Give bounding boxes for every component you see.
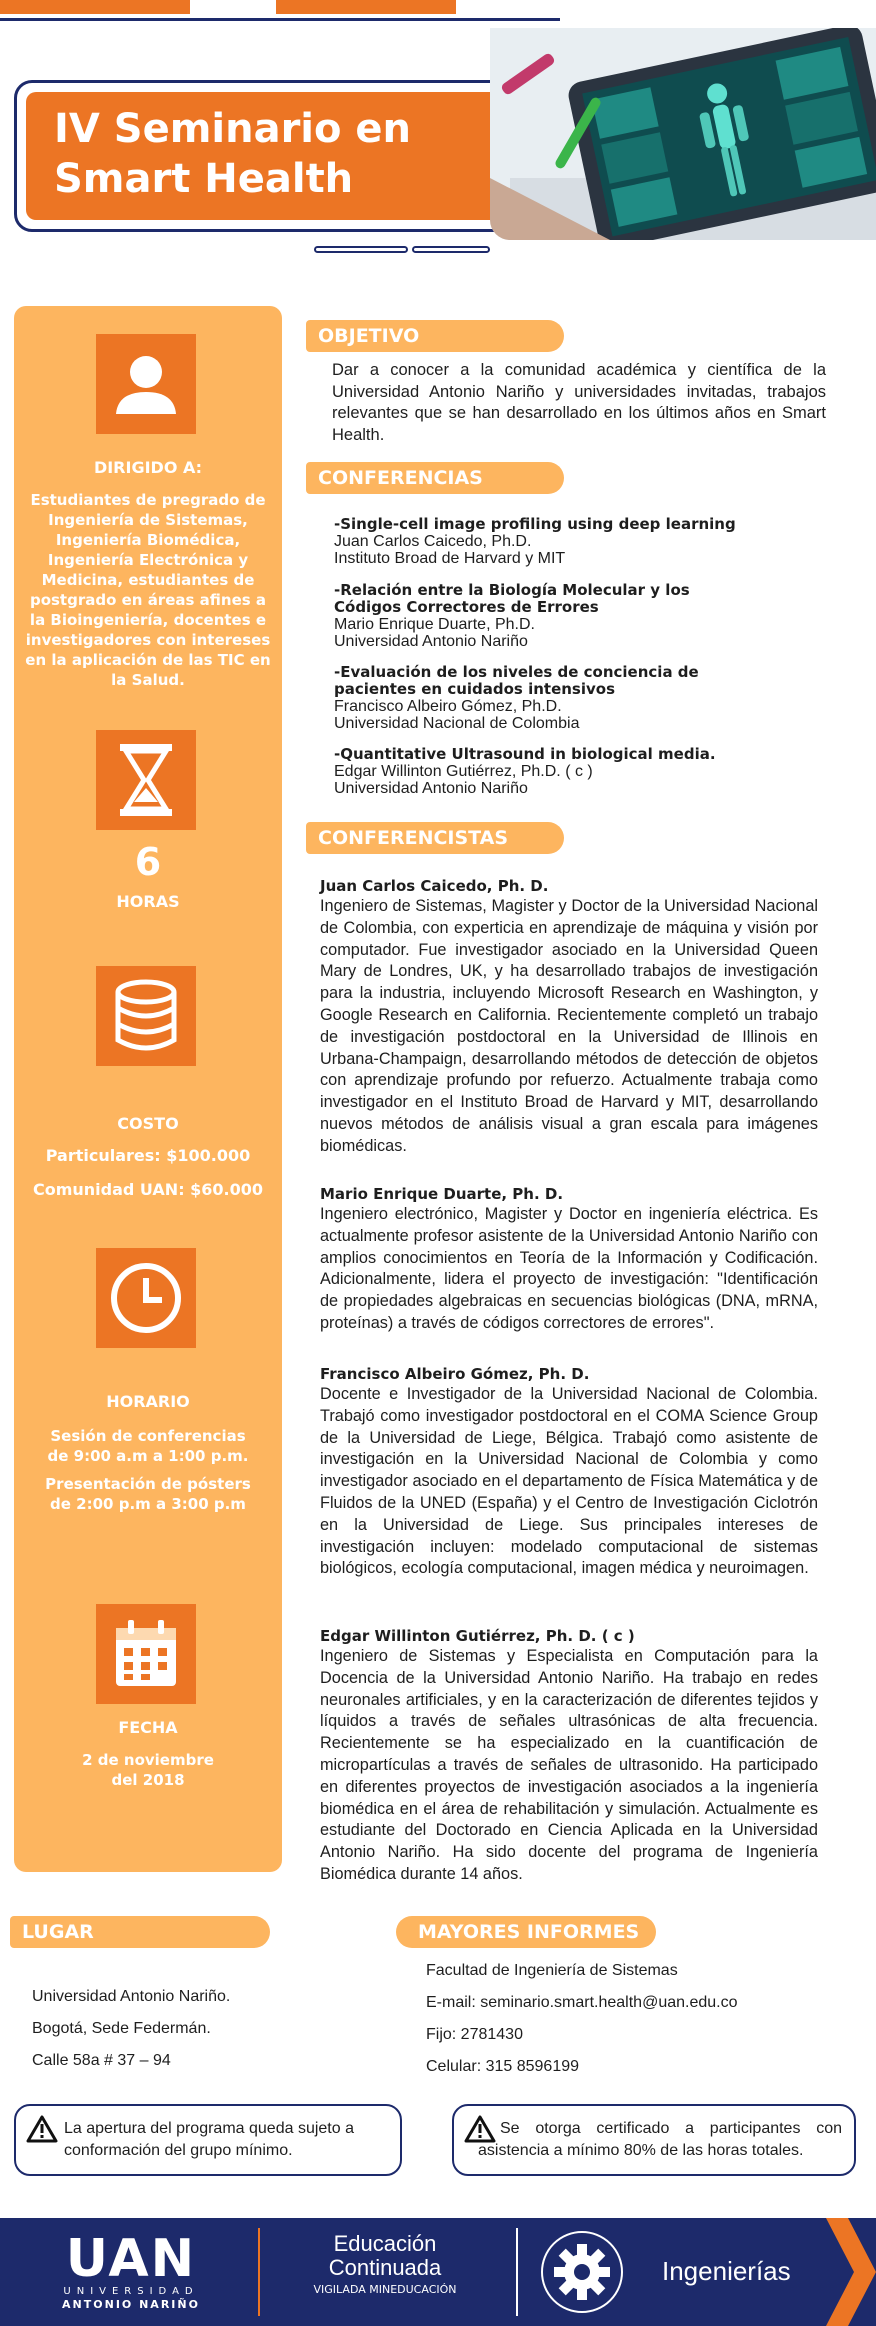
conferencias-heading: CONFERENCIAS xyxy=(306,462,564,494)
objetivo-heading: OBJETIVO xyxy=(306,320,564,352)
gear-icon xyxy=(536,2228,628,2316)
notice-certificate xyxy=(452,2104,856,2176)
hourglass-icon xyxy=(96,730,196,830)
dirigido-heading: DIRIGIDO A: xyxy=(93,458,203,477)
conference-item xyxy=(334,516,754,567)
top-bar-left xyxy=(0,0,190,14)
footer-divider-2 xyxy=(516,2228,518,2316)
title-line-1: IV Seminario en xyxy=(54,106,412,152)
date-value: 2 de noviembre del 2018 xyxy=(82,1751,214,1789)
conference-speaker: Juan Carlos Caicedo, Ph.D. xyxy=(334,533,532,550)
notice-minimum-group xyxy=(14,2104,402,2176)
schedule-conferences: Sesión de conferencias de 9:00 a.m a 1:00 p.m. xyxy=(47,1427,249,1465)
notice-right-text: Se otorga certificado a participantes con asistencia a mínimo 80% de las horas totales. xyxy=(478,2120,842,2159)
speaker-bio xyxy=(320,1364,818,1580)
date-heading: FECHA xyxy=(118,1718,178,1737)
edu-line-1: Educación xyxy=(333,2231,437,2256)
faculty-label: Ingenierías xyxy=(662,2256,791,2286)
conference-item xyxy=(334,746,754,797)
cost-heading: COSTO xyxy=(117,1114,179,1133)
uan-logo-name: ANTONIO NARIÑO xyxy=(62,2298,200,2311)
conference-institution: Universidad Antonio Nariño xyxy=(334,633,528,650)
cost-comunidad: Comunidad UAN: $60.000 xyxy=(32,1180,264,1199)
conferencistas-heading: CONFERENCISTAS xyxy=(306,822,564,854)
informes-phone: Fijo: 2781430 xyxy=(426,2026,523,2043)
conference-item xyxy=(334,664,754,732)
objetivo-text: Dar a conocer a la comunidad académica y científica de la Universidad Antonio Nariño y universidades invitadas, trabajos relevantes que se han desarrollado en los últimos años en Smart Health. xyxy=(332,361,826,444)
user-icon xyxy=(96,334,196,434)
schedule-heading: HORARIO xyxy=(106,1392,190,1411)
speaker-text: Ingeniero de Sistemas y Especialista en Computación para la Docencia de la Universidad Antonio Nariño. Ha trabajo en redes neuronales artificiales, y en la caracterización de diferentes tejidos y líquidos a través de señales ultrasónicas de alta frecuencia. Recientemente se ha especializado en la cuantificación de micropartículas a través de señales de ultrasonido. Ha participado en diferentes proyectos de investigación asociados a la ingeniería biomédica en el área de rehabilitación y simulación. Actualmente es estudiante del Doctorado en Ciencia Aplicada en la Universidad Antonio Nariño. Ha sido docente del programa de Ingeniería Biomédica durante 14 años. xyxy=(320,1647,818,1883)
dirigido-text: Estudiantes de pregrado de Ingeniería de Sistemas, Ingeniería Biomédica, Ingeniería Electrónica y Medicina, estudiantes de postgrado en áreas afines a la Bioingeniería, docentes e investigadores con intereses en la aplicación de las TIC en la Salud. xyxy=(25,491,271,689)
header-photo xyxy=(490,28,876,240)
conference-institution: Universidad Nacional de Colombia xyxy=(334,715,580,732)
deco-line-2 xyxy=(412,246,490,253)
uan-logo-sub: UNIVERSIDAD xyxy=(63,2286,199,2297)
clock-icon xyxy=(96,1248,196,1348)
lugar-line-3: Calle 58a # 37 – 94 xyxy=(32,2052,171,2069)
conference-speaker: Francisco Albeiro Gómez, Ph.D. xyxy=(334,698,562,715)
informes-mobile: Celular: 315 8596199 xyxy=(426,2058,580,2075)
lugar-line-1: Universidad Antonio Nariño. xyxy=(32,1988,231,2005)
conference-title: -Relación entre la Biología Molecular y los Códigos Correctores de Errores xyxy=(334,581,690,616)
speaker-name: Edgar Willinton Gutiérrez, Ph. D. ( c ) xyxy=(320,1627,635,1645)
conference-speaker: Edgar Willinton Gutiérrez, Ph.D. ( c ) xyxy=(334,763,593,780)
conference-title: -Single-cell image profiling using deep learning xyxy=(334,515,736,533)
speaker-text: Ingeniero de Sistemas, Magister y Doctor de la Universidad Nacional de Colombia, con experticia en aprendizaje de máquina y visión por computador. Fue investigador asociado en la Universidad Queen Mary de Londres, UK, y ha desarrollado trabajos de investigación para la industria, incluyendo Microsoft Research en Washington, y Google Research en California. Recientemente completó un trabajo de investigación postdoctoral en la Universidad de Illinois en Urbana-Champaign, desarrollando métodos de detección de objetos con aprendizaje profundo por refuerzo. Actualmente trabaja como investigador en el Instituto Broad de Harvard y MIT, desarrollando nuevos métodos de análisis visual a gran escala para imágenes biomédicas. xyxy=(320,897,818,1155)
speaker-name: Juan Carlos Caicedo, Ph. D. xyxy=(320,877,549,895)
vigilada-text: VIGILADA MINEDUCACIÓN xyxy=(313,2283,457,2296)
speaker-bio xyxy=(320,1626,818,1886)
informes-faculty: Facultad de Ingeniería de Sistemas xyxy=(426,1962,678,1979)
speaker-bio xyxy=(320,1184,818,1335)
page-title xyxy=(54,104,514,204)
database-icon xyxy=(96,966,196,1066)
hours-label: HORAS xyxy=(116,892,180,911)
speaker-text: Docente e Investigador de la Universidad Nacional de Colombia. Trabajó como investigador postdoctoral en el COMA Science Group de la Universidad de Liege, Bélgica. Trabajó como asistente de investigación en la Universidad Nacional de Colombia y como investigador asociado en el departamento de Física Matemática y de Fluidos de la UNED (España) y el Centro de Investigación Ciclotrón en la Universidad de Liege. Sus principales intereses de investigación incluyen: modelado computacional de sistemas biológicos, ecología computacional, imagen médica y neuroimagen. xyxy=(320,1385,818,1578)
warning-icon xyxy=(464,2114,496,2144)
conference-institution: Universidad Antonio Nariño xyxy=(334,780,528,797)
speaker-name: Francisco Albeiro Gómez, Ph. D. xyxy=(320,1365,590,1383)
speaker-text: Ingeniero electrónico, Magister y Doctor en ingeniería eléctrica. Es actualmente profesor asistente de la Universidad Antonio Nariño con amplios conocimientos en Teoría de la Información y Codificación. Adicionalmente, lidera el proyecto de investigación: "Identificación de propiedades algebraicas en secuencias biológicas (DNA, mRNA, proteínas) a través de códigos correctores de errores". xyxy=(320,1205,818,1332)
notice-left-text: La apertura del programa queda sujeto a conformación del grupo mínimo. xyxy=(64,2120,354,2159)
top-bar-line xyxy=(0,18,560,21)
deco-line-1 xyxy=(314,246,408,253)
conference-title: -Quantitative Ultrasound in biological media. xyxy=(334,745,716,763)
top-bar-right xyxy=(276,0,456,14)
footer-bar xyxy=(0,2218,876,2326)
conference-title: -Evaluación de los niveles de conciencia de pacientes en cuidados intensivos xyxy=(334,663,699,698)
conference-institution: Instituto Broad de Harvard y MIT xyxy=(334,550,566,567)
schedule-posters: Presentación de pósters de 2:00 p.m a 3:00 p.m xyxy=(45,1475,251,1513)
calendar-icon xyxy=(96,1604,196,1704)
footer-divider xyxy=(258,2228,260,2316)
cost-particulares: Particulares: $100.000 xyxy=(45,1146,251,1165)
lugar-line-2: Bogotá, Sede Federmán. xyxy=(32,2020,211,2037)
uan-logo xyxy=(36,2229,226,2312)
hours-value: 6 xyxy=(134,840,162,884)
lugar-heading: LUGAR xyxy=(10,1916,270,1948)
conference-speaker: Mario Enrique Duarte, Ph.D. xyxy=(334,616,535,633)
uan-logo-mark: UAN xyxy=(65,2229,197,2289)
edu-line-2: Continuada xyxy=(328,2255,442,2280)
continuing-education xyxy=(290,2232,480,2300)
informes-heading: MAYORES INFORMES xyxy=(396,1916,656,1948)
speaker-bio xyxy=(320,876,818,1158)
title-line-2: Smart Health xyxy=(54,156,354,202)
warning-icon xyxy=(26,2114,58,2144)
speaker-name: Mario Enrique Duarte, Ph. D. xyxy=(320,1185,564,1203)
informes-email[interactable]: E-mail: seminario.smart.health@uan.edu.co xyxy=(426,1994,738,2011)
tablet-health-illustration xyxy=(490,28,876,240)
chevron-right-icon xyxy=(826,2218,876,2326)
conference-item xyxy=(334,582,754,650)
